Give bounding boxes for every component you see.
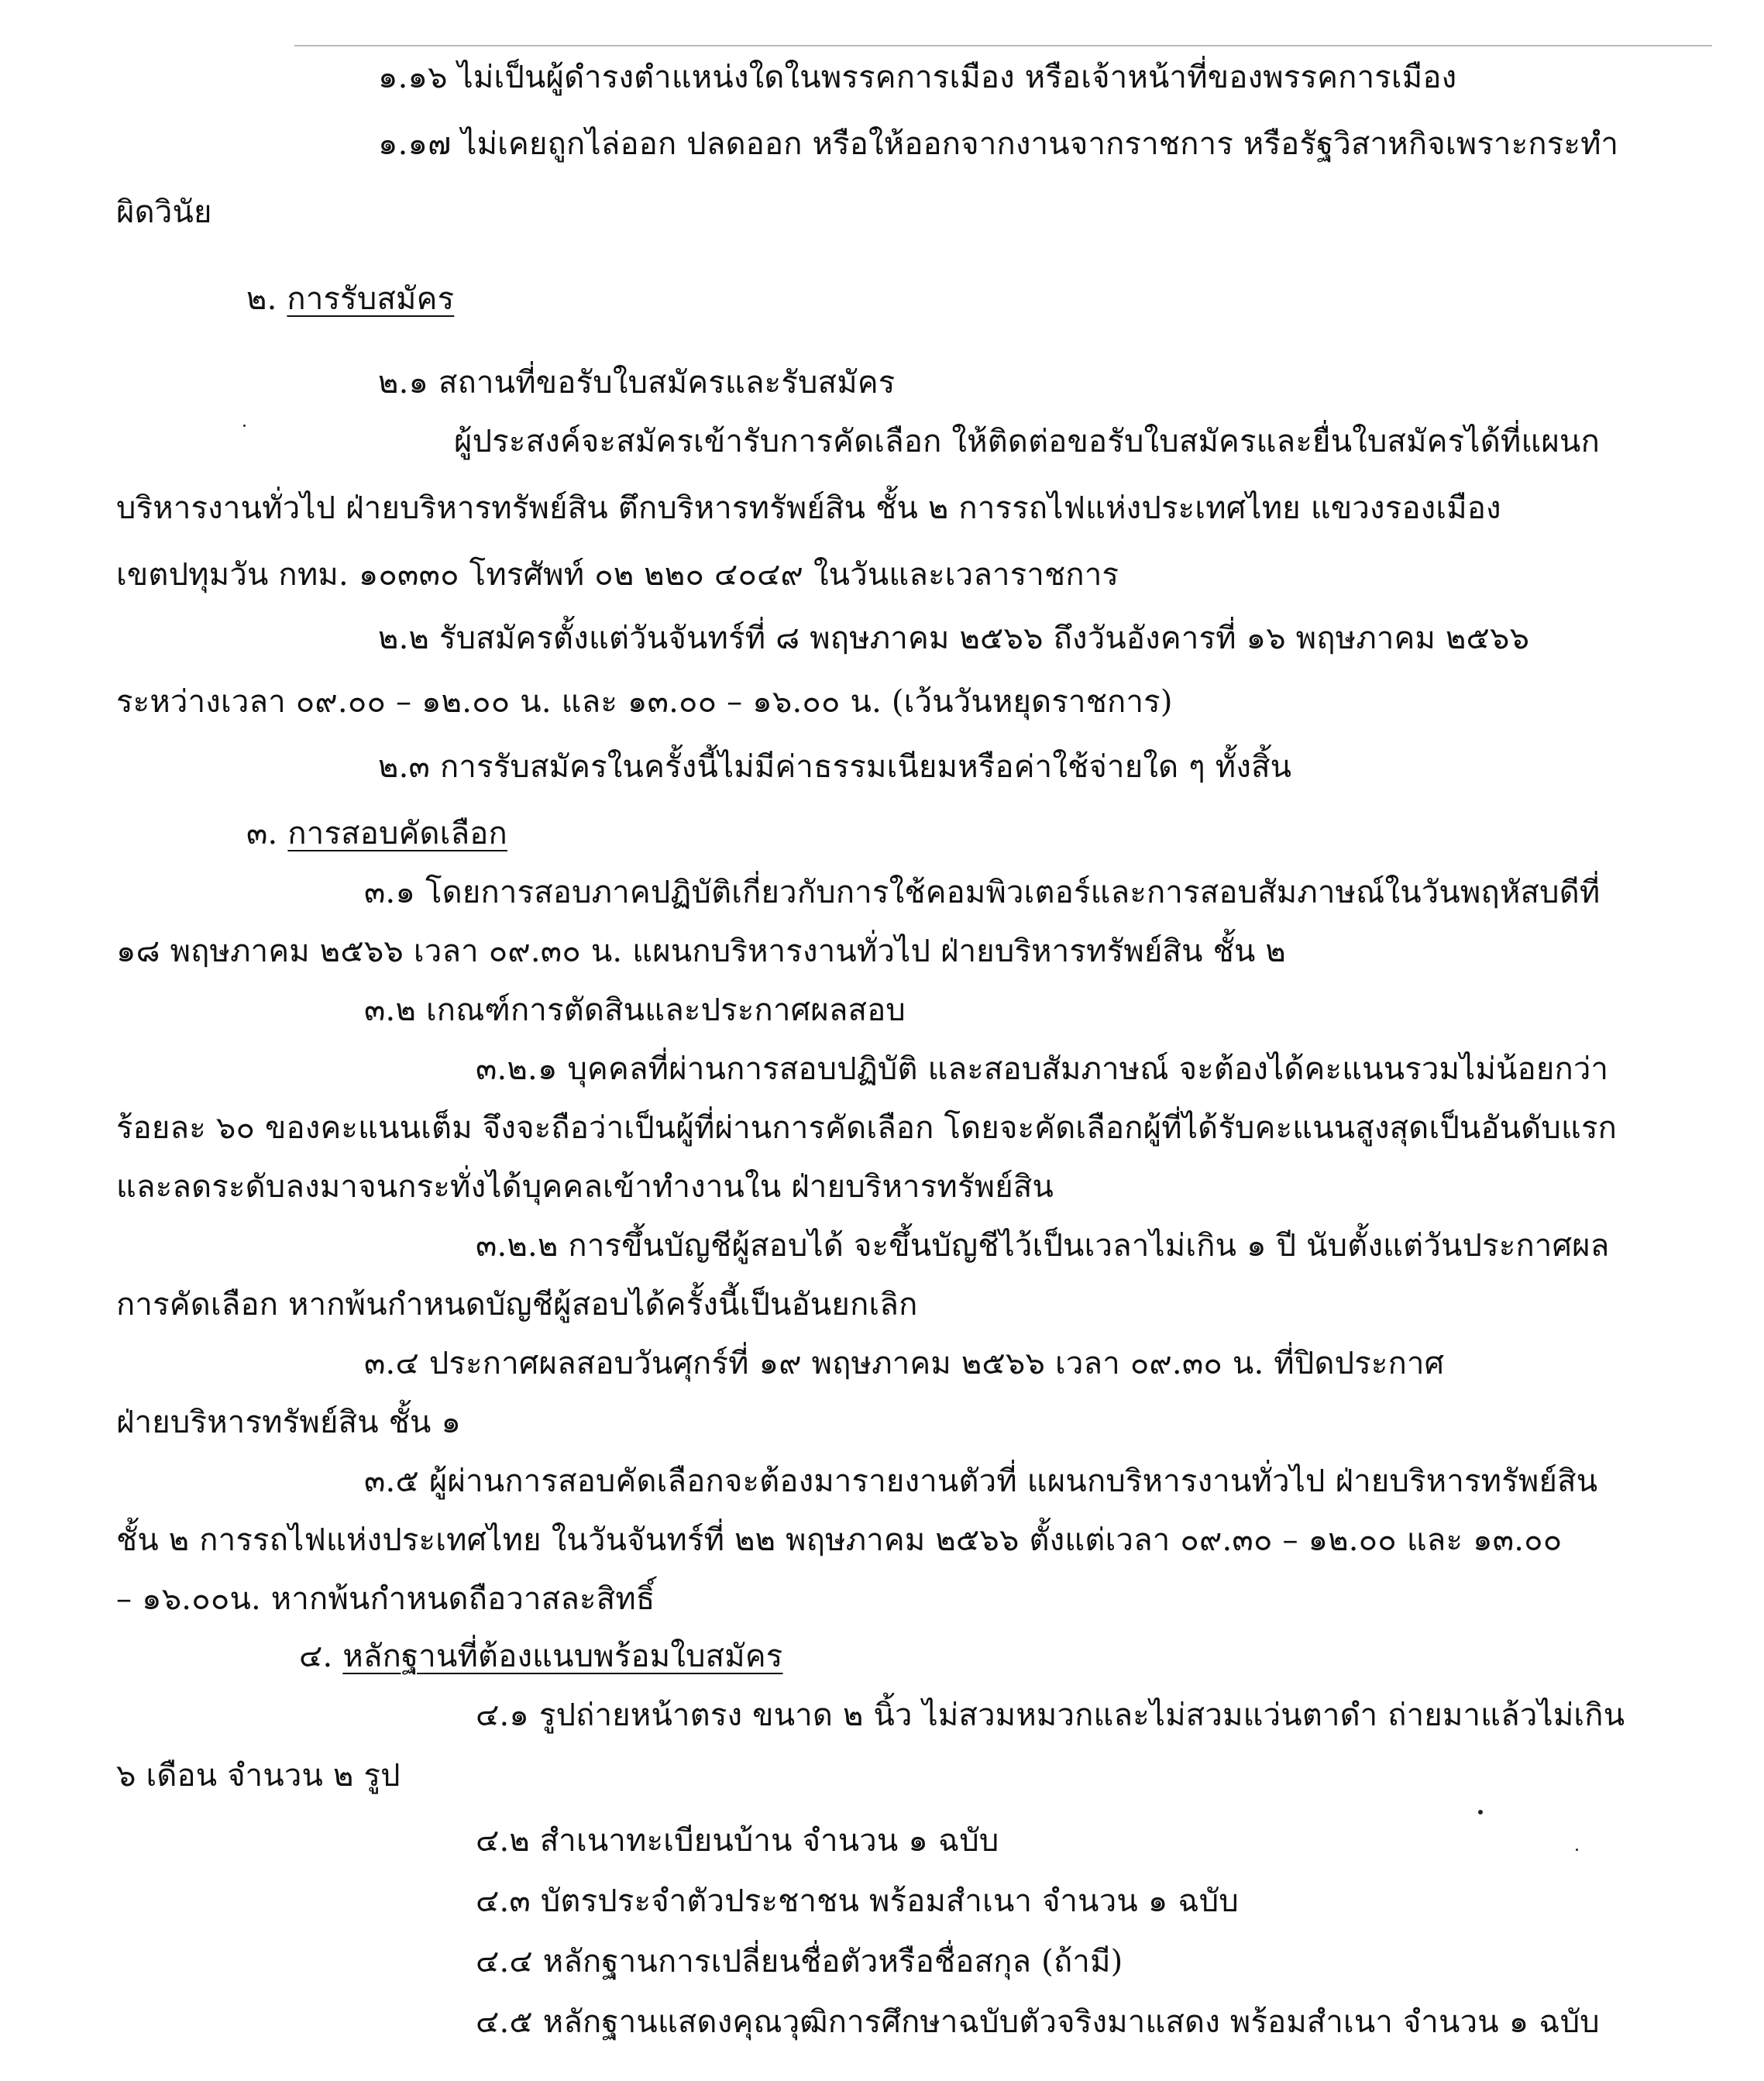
section-4-number: ๔. [299, 1639, 333, 1674]
clause-2-1-para-1: ผู้ประสงค์จะสมัครเข้ารับการคัดเลือก ให้ติดต่อขอรับใบสมัครและยื่นใบสมัครได้ที่แผนก [454, 424, 1601, 459]
clause-3-5: ๓.๕ ผู้ผ่านการสอบคัดเลือกจะต้องมารายงานตัวที่ แผนกบริหารงานทั่วไป ฝ่ายบริหารทรัพย์สิน [364, 1464, 1598, 1499]
clause-3-1: ๓.๑ โดยการสอบภาคปฏิบัติเกี่ยวกับการใช้คอมพิวเตอร์และการสอบสัมภาษณ์ในวันพฤหัสบดีที่ [364, 875, 1601, 910]
scan-speck [1576, 1849, 1578, 1851]
clause-4-2: ๔.๒ สำเนาทะเบียนบ้าน จำนวน ๑ ฉบับ [476, 1823, 999, 1859]
section-2-heading [246, 277, 454, 321]
clause-2-2: ๒.๒ รับสมัครตั้งแต่วันจันทร์ที่ ๘ พฤษภาคม ๒๕๖๖ ถึงวันอังคารที่ ๑๖ พฤษภาคม ๒๕๖๖ [378, 621, 1530, 656]
clause-4-4: ๔.๔ หลักฐานการเปลี่ยนชื่อตัวหรือชื่อสกุล (ถ้ามี) [476, 1944, 1123, 1980]
clause-2-3: ๒.๓ การรับสมัครในครั้งนี้ไม่มีค่าธรรมเนียมหรือค่าใช้จ่ายใด ๆ ทั้งสิ้น [378, 749, 1292, 785]
clause-3-5-cont-2: – ๑๖.๐๐น. หากพ้นกำหนดถือวาสละสิทธิ์ [116, 1581, 655, 1617]
section-2-title: การรับสมัคร [287, 281, 455, 317]
clause-3-2: ๓.๒ เกณฑ์การตัดสินและประกาศผลสอบ [364, 992, 906, 1028]
clause-3-2-2-cont: การคัดเลือก หากพ้นกำหนดบัญชีผู้สอบได้ครั้งนี้เป็นอันยกเลิก [116, 1287, 918, 1323]
clause-4-1-cont: ๖ เดือน จำนวน ๒ รูป [116, 1758, 401, 1794]
scan-speck [1478, 1810, 1483, 1814]
section-3-title: การสอบคัดเลือก [287, 816, 507, 851]
clause-1-17: ๑.๑๗ ไม่เคยถูกไล่ออก ปลดออก หรือให้ออกจากงานจากราชการ หรือรัฐวิสาหกิจเพราะกระทำ [378, 126, 1619, 162]
clause-3-4-cont: ฝ่ายบริหารทรัพย์สิน ชั้น ๑ [116, 1405, 462, 1440]
section-2-number: ๒. [246, 281, 277, 317]
clause-4-1: ๔.๑ รูปถ่ายหน้าตรง ขนาด ๒ นิ้ว ไม่สวมหมวกและไม่สวมแว่นตาดำ ถ่ายมาแล้วไม่เกิน [476, 1697, 1625, 1733]
clause-3-2-1: ๓.๒.๑ บุคคลที่ผ่านการสอบปฏิบัติ และสอบสัมภาษณ์ จะต้องได้คะแนนรวมไม่น้อยกว่า [476, 1051, 1609, 1087]
clause-2-1: ๒.๑ สถานที่ขอรับใบสมัครและรับสมัคร [378, 365, 896, 401]
section-3-number: ๓. [246, 816, 278, 851]
clause-2-2-cont: ระหว่างเวลา ๐๙.๐๐ – ๑๒.๐๐ น. และ ๑๓.๐๐ – ๑๖.๐๐ น. (เว้นวันหยุดราชการ) [116, 684, 1173, 720]
scan-edge-mark [294, 45, 1712, 46]
section-3-heading [246, 812, 507, 855]
clause-1-17-cont: ผิดวินัย [116, 194, 212, 230]
clause-1-16: ๑.๑๖ ไม่เป็นผู้ดำรงตำแหน่งใดในพรรคการเมือง หรือเจ้าหน้าที่ของพรรคการเมือง [378, 60, 1457, 95]
clause-3-2-1-cont-1: ร้อยละ ๖๐ ของคะแนนเต็ม จึงจะถือว่าเป็นผู้ที่ผ่านการคัดเลือก โดยจะคัดเลือกผู้ที่ได้รับคะแนนสูงสุดเป็นอันดับแรก [116, 1110, 1618, 1146]
section-4-title: หลักฐานที่ต้องแนบพร้อมใบสมัคร [342, 1639, 783, 1674]
clause-2-1-para-3: เขตปทุมวัน กทม. ๑๐๓๓๐ โทรศัพท์ ๐๒ ๒๒๐ ๔๐๔๙ ในวันและเวลาราชการ [116, 557, 1119, 593]
clause-4-5: ๔.๕ หลักฐานแสดงคุณวุฒิการศึกษาฉบับตัวจริงมาแสดง พร้อมสำเนา จำนวน ๑ ฉบับ [476, 2004, 1600, 2040]
section-4-heading [299, 1635, 783, 1678]
clause-3-2-2: ๓.๒.๒ การขึ้นบัญชีผู้สอบได้ จะขึ้นบัญชีไว้เป็นเวลาไม่เกิน ๑ ปี นับตั้งแต่วันประกาศผล [476, 1228, 1610, 1264]
scan-speck [243, 425, 246, 427]
clause-3-4: ๓.๔ ประกาศผลสอบวันศุกร์ที่ ๑๙ พฤษภาคม ๒๕๖๖ เวลา ๐๙.๓๐ น. ที่ปิดประกาศ [364, 1346, 1445, 1381]
clause-3-2-1-cont-2: และลดระดับลงมาจนกระทั่งได้บุคคลเข้าทำงานใน ฝ่ายบริหารทรัพย์สิน [116, 1169, 1054, 1205]
clause-3-1-cont: ๑๘ พฤษภาคม ๒๕๖๖ เวลา ๐๙.๓๐ น. แผนกบริหารงานทั่วไป ฝ่ายบริหารทรัพย์สิน ชั้น ๒ [116, 934, 1286, 969]
clause-2-1-para-2: บริหารงานทั่วไป ฝ่ายบริหารทรัพย์สิน ตึกบริหารทรัพย์สิน ชั้น ๒ การรถไฟแห่งประเทศไทย แขวงรองเมือง [116, 490, 1501, 526]
clause-3-5-cont-1: ชั้น ๒ การรถไฟแห่งประเทศไทย ในวันจันทร์ที่ ๒๒ พฤษภาคม ๒๕๖๖ ตั้งแต่เวลา ๐๙.๓๐ – ๑๒.๐๐ และ ๑๓.๐๐ [116, 1522, 1563, 1558]
clause-4-3: ๔.๓ บัตรประจำตัวประชาชน พร้อมสำเนา จำนวน ๑ ฉบับ [476, 1883, 1239, 1919]
